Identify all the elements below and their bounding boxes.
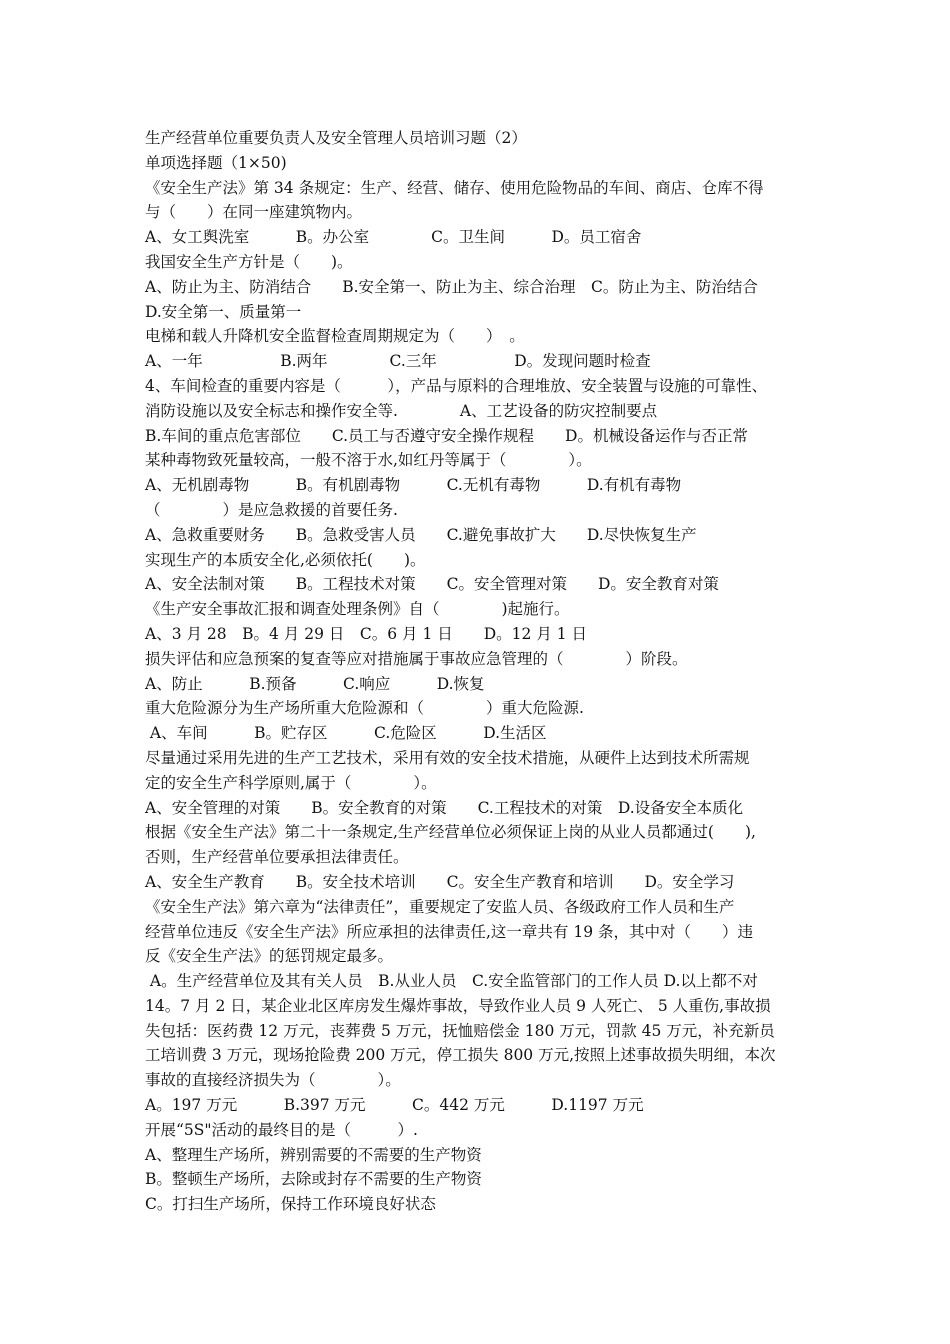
text-line: 反《安全生产法》的惩罚规定最多。 (145, 947, 394, 966)
text-line: A、安全法制对策 B。工程技术对策 C。安全管理对策 D。安全教育对策 (145, 575, 719, 594)
text-line: 损失评估和应急预案的复查等应对措施属于事故应急管理的（ ）阶段。 (145, 649, 688, 668)
text-line: 单项选择题（1×50) (145, 153, 287, 172)
text-line: A、3 月 28 B。4 月 29 日 C。6 月 1 日 D。12 月 1 日 (145, 624, 588, 643)
document-body (145, 126, 825, 1217)
text-line: A、一年 B.两年 C.三年 D。发现问题时检查 (145, 352, 651, 371)
text-line: 我国安全生产方针是（ )。 (145, 252, 353, 271)
text-line: C。打扫生产场所，保持工作环境良好状态 (145, 1195, 436, 1214)
text-line: 《生产安全事故汇报和调查处理条例》自（ )起施行。 (145, 600, 570, 619)
text-line: A。197 万元 B.397 万元 C。442 万元 D.1197 万元 (145, 1096, 644, 1115)
text-line: A、防止 B.预备 C.响应 D.恢复 (145, 674, 485, 693)
text-line: 4、车间检查的重要内容是（ ），产品与原料的合理堆放、安全装置与设施的可靠性、 (145, 376, 768, 395)
text-line: D.安全第一、质量第一 (145, 302, 302, 321)
text-line: 生产经营单位重要负责人及安全管理人员培训习题（2） (145, 129, 527, 147)
text-line: 开展“5S"活动的最终目的是（ ）. (145, 1120, 418, 1139)
text-line: 否则，生产经营单位要承担法律责任。 (145, 848, 409, 867)
text-line: B.车间的重点危害部位 C.员工与否遵守安全操作规程 D。机械设备运作与否正常 (145, 426, 748, 445)
text-line: 失包括：医药费 12 万元，丧葬费 5 万元，抚恤赔偿金 180 万元，罚款 45 万元，补充新员 (145, 1021, 775, 1040)
text-line: （ ）是应急救援的首要任务. (145, 500, 398, 519)
text-line: 事故的直接经济损失为（ ）。 (145, 1071, 401, 1090)
text-line: A、急救重要财务 B。急救受害人员 C.避免事故扩大 D.尽快恢复生产 (145, 525, 697, 544)
text-line: 《安全生产法》第 34 条规定：生产、经营、储存、使用危险物品的车间、商店、仓库不得 (145, 178, 764, 197)
text-line: A。生产经营单位及其有关人员 B.从业人员 C.安全监管部门的工作人员 D.以上都不对 (145, 972, 758, 991)
text-line: 尽量通过采用先进的生产工艺技术，采用有效的安全技术措施，从硬件上达到技术所需规 (145, 748, 750, 767)
text-line: 电梯和载人升降机安全监督检查周期规定为（ ） 。 (145, 327, 525, 346)
text-line: A、防止为主、防消结合 B.安全第一、防止为主、综合治理 C。防止为主、防治结合 (145, 277, 758, 296)
text-line: A、安全生产教育 B。安全技术培训 C。安全生产教育和培训 D。安全学习 (145, 872, 735, 891)
text-line: 定的安全生产科学原则,属于（ ）。 (145, 773, 437, 792)
text-line: A、无机剧毒物 B。有机剧毒物 C.无机有毒物 D.有机有毒物 (145, 476, 682, 495)
text-line: A、整理生产场所，辨别需要的不需要的生产物资 (145, 1145, 482, 1164)
text-line: 重大危险源分为生产场所重大危险源和（ ）重大危险源. (145, 699, 584, 718)
text-line: 工培训费 3 万元，现场抢险费 200 万元，停工损失 800 万元,按照上述事故损失明细，本次 (145, 1046, 776, 1065)
text-line: 某种毒物致死量较高，一般不溶于水,如红丹等属于（ ）。 (145, 451, 592, 470)
text-line: 与（ ）在同一座建筑物内。 (145, 203, 363, 222)
text-line: 经营单位违反《安全生产法》所应承担的法律责任,这一章共有 19 条，其中对（ ）违 (145, 922, 754, 941)
text-line: 根据《安全生产法》第二十一条规定,生产经营单位必须保证上岗的从业人员都通过( ), (145, 823, 756, 842)
text-line: 14。7 月 2 日，某企业北区库房发生爆炸事故，导致作业人员 9 人死亡、 5 人重伤,事故损 (145, 996, 771, 1015)
text-line: 消防设施以及安全标志和操作安全等. A、工艺设备的防灾控制要点 (145, 401, 658, 420)
text-line: A、女工舆洗室 B。办公室 C。卫生间 D。员工宿舍 (145, 228, 642, 247)
text-line: A、安全管理的对策 B。安全教育的对策 C.工程技术的对策 D.设备安全本质化 (145, 798, 744, 817)
text-line: 实现生产的本质安全化,必须依托( )。 (145, 550, 426, 569)
text-line: A、车间 B。贮存区 C.危险区 D.生活区 (145, 724, 547, 743)
text-line: B。整顿生产场所，去除或封存不需要的生产物资 (145, 1170, 482, 1189)
text-line: 《安全生产法》第六章为“法律责任”，重要规定了安监人员、各级政府工作人员和生产 (145, 897, 735, 916)
